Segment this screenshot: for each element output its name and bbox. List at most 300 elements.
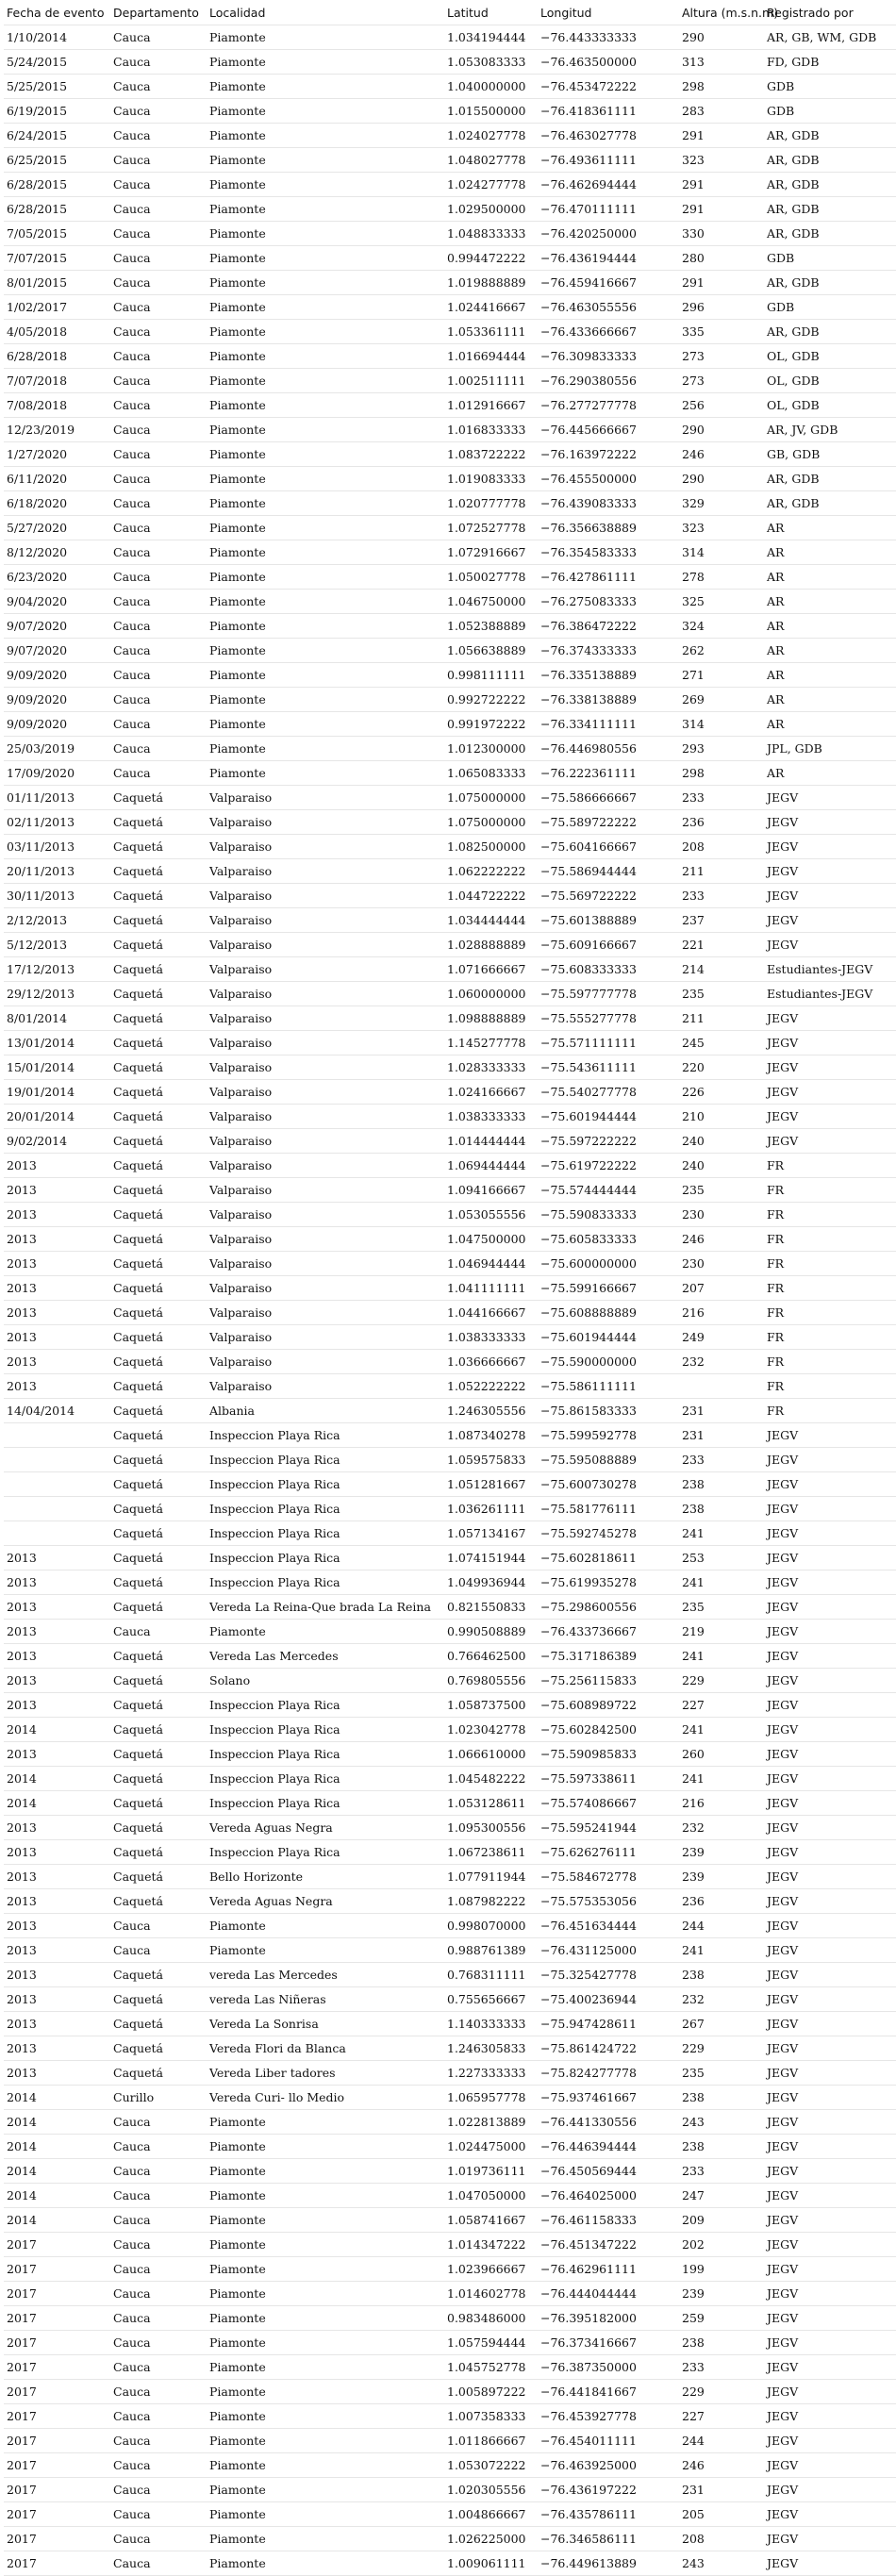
event-date-cell: 02/11/2013 xyxy=(4,810,110,835)
header-longitude: Longitud xyxy=(538,0,679,25)
altitude-cell: 291 xyxy=(679,271,764,295)
locality-cell: Vereda Liber tadores xyxy=(207,2061,444,2086)
altitude-cell: 239 xyxy=(679,2282,764,2306)
latitude-cell: 1.098888889 xyxy=(444,1006,538,1031)
altitude-cell: 202 xyxy=(679,2233,764,2257)
latitude-cell: 0.992722222 xyxy=(444,688,538,712)
locality-cell: Valparaiso xyxy=(207,1350,444,1374)
longitude-cell: −76.334111111 xyxy=(538,712,679,737)
latitude-cell: 1.067238611 xyxy=(444,1840,538,1865)
locality-cell: Piamonte xyxy=(207,1620,444,1644)
department-cell: Caquetá xyxy=(110,1742,207,1767)
table-row xyxy=(4,1521,896,1546)
latitude-cell: 1.058741667 xyxy=(444,2208,538,2233)
department-cell: Cauca xyxy=(110,2478,207,2502)
locality-cell: Piamonte xyxy=(207,246,444,271)
altitude-cell: 230 xyxy=(679,1252,764,1276)
altitude-cell: 241 xyxy=(679,1718,764,1742)
longitude-cell: −76.387350000 xyxy=(538,2355,679,2380)
department-cell: Caquetá xyxy=(110,1595,207,1620)
latitude-cell: 1.049936944 xyxy=(444,1571,538,1595)
table-row xyxy=(4,295,896,320)
locality-cell: Valparaiso xyxy=(207,859,444,884)
event-date-cell: 2017 xyxy=(4,2502,110,2527)
event-date-cell: 2014 xyxy=(4,1718,110,1742)
latitude-cell: 1.026225000 xyxy=(444,2527,538,2551)
locality-cell: Vereda Aguas Negra xyxy=(207,1889,444,1914)
latitude-cell: 1.020305556 xyxy=(444,2478,538,2502)
table-row xyxy=(4,1203,896,1227)
event-date-cell: 2013 xyxy=(4,1644,110,1669)
latitude-cell: 1.052222222 xyxy=(444,1374,538,1399)
locality-cell: Valparaiso xyxy=(207,1129,444,1154)
table-row xyxy=(4,688,896,712)
locality-cell: Piamonte xyxy=(207,148,444,173)
longitude-cell: −76.462694444 xyxy=(538,173,679,197)
table-row xyxy=(4,1399,896,1423)
latitude-cell: 1.044166667 xyxy=(444,1301,538,1325)
event-date-cell: 2013 xyxy=(4,2061,110,2086)
longitude-cell: −76.431125000 xyxy=(538,1938,679,1963)
longitude-cell: −75.601944444 xyxy=(538,1105,679,1129)
longitude-cell: −76.451634444 xyxy=(538,1914,679,1938)
event-date-cell: 2013 xyxy=(4,1669,110,1693)
latitude-cell: 1.056638889 xyxy=(444,639,538,663)
locality-cell: Inspeccion Playa Rica xyxy=(207,1497,444,1521)
table-row xyxy=(4,1301,896,1325)
table-row xyxy=(4,1595,896,1620)
locality-cell: Piamonte xyxy=(207,2306,444,2331)
altitude-cell: 238 xyxy=(679,1472,764,1497)
latitude-cell: 1.019083333 xyxy=(444,467,538,491)
locality-cell: Valparaiso xyxy=(207,1203,444,1227)
event-date-cell: 2014 xyxy=(4,2208,110,2233)
longitude-cell: −76.418361111 xyxy=(538,99,679,124)
latitude-cell: 1.094166667 xyxy=(444,1178,538,1203)
locality-cell: vereda Las Niñeras xyxy=(207,1987,444,2012)
altitude-cell: 238 xyxy=(679,2331,764,2355)
longitude-cell: −75.947428611 xyxy=(538,2012,679,2036)
department-cell: Cauca xyxy=(110,2135,207,2159)
altitude-cell: 329 xyxy=(679,491,764,516)
latitude-cell: 1.046944444 xyxy=(444,1252,538,1276)
altitude-cell: 290 xyxy=(679,418,764,442)
altitude-cell: 216 xyxy=(679,1301,764,1325)
locality-cell: Piamonte xyxy=(207,418,444,442)
department-cell: Cauca xyxy=(110,344,207,369)
table-row xyxy=(4,737,896,761)
recorded-by-cell: JEGV xyxy=(764,1938,896,1963)
table-row xyxy=(4,2110,896,2135)
longitude-cell: −76.439083333 xyxy=(538,491,679,516)
locality-cell: Piamonte xyxy=(207,2282,444,2306)
event-date-cell: 20/11/2013 xyxy=(4,859,110,884)
altitude-cell: 232 xyxy=(679,1816,764,1840)
recorded-by-cell: JEGV xyxy=(764,2061,896,2086)
table-row xyxy=(4,1840,896,1865)
table-row xyxy=(4,2257,896,2282)
department-cell: Caquetá xyxy=(110,1350,207,1374)
longitude-cell: −75.586944444 xyxy=(538,859,679,884)
altitude-cell: 238 xyxy=(679,1963,764,1987)
longitude-cell: −76.433736667 xyxy=(538,1620,679,1644)
department-cell: Cauca xyxy=(110,50,207,75)
recorded-by-cell: JEGV xyxy=(764,1129,896,1154)
department-cell: Caquetá xyxy=(110,1252,207,1276)
table-row xyxy=(4,933,896,957)
recorded-by-cell: JEGV xyxy=(764,2429,896,2453)
recorded-by-cell: JEGV xyxy=(764,908,896,933)
table-row xyxy=(4,222,896,246)
event-date-cell: 2013 xyxy=(4,1227,110,1252)
event-date-cell: 2013 xyxy=(4,2036,110,2061)
department-cell: Cauca xyxy=(110,124,207,148)
longitude-cell: −75.543611111 xyxy=(538,1055,679,1080)
department-cell: Cauca xyxy=(110,2453,207,2478)
event-date-cell: 8/12/2020 xyxy=(4,540,110,565)
recorded-by-cell: AR xyxy=(764,565,896,590)
altitude-cell: 273 xyxy=(679,344,764,369)
locality-cell: Piamonte xyxy=(207,2502,444,2527)
latitude-cell: 1.065083333 xyxy=(444,761,538,786)
altitude-cell: 229 xyxy=(679,2036,764,2061)
altitude-cell: 256 xyxy=(679,393,764,418)
table-row xyxy=(4,1325,896,1350)
department-cell: Caquetá xyxy=(110,1472,207,1497)
altitude-cell: 199 xyxy=(679,2257,764,2282)
recorded-by-cell: JEGV xyxy=(764,2208,896,2233)
event-date-cell: 9/04/2020 xyxy=(4,590,110,614)
department-cell: Caquetá xyxy=(110,1105,207,1129)
longitude-cell: −75.597777778 xyxy=(538,982,679,1006)
department-cell: Cauca xyxy=(110,246,207,271)
latitude-cell: 1.083722222 xyxy=(444,442,538,467)
latitude-cell: 1.007358333 xyxy=(444,2404,538,2429)
latitude-cell: 1.059575833 xyxy=(444,1448,538,1472)
recorded-by-cell: AR xyxy=(764,540,896,565)
header-department: Departamento xyxy=(110,0,207,25)
table-row xyxy=(4,491,896,516)
department-cell: Cauca xyxy=(110,2380,207,2404)
altitude-cell: 260 xyxy=(679,1742,764,1767)
department-cell: Caquetá xyxy=(110,1767,207,1791)
recorded-by-cell: AR xyxy=(764,761,896,786)
longitude-cell: −76.451347222 xyxy=(538,2233,679,2257)
recorded-by-cell: JEGV xyxy=(764,2282,896,2306)
header-latitude: Latitud xyxy=(444,0,538,25)
longitude-cell: −76.356638889 xyxy=(538,516,679,540)
table-row xyxy=(4,1129,896,1154)
table-row xyxy=(4,2159,896,2184)
recorded-by-cell: JEGV xyxy=(764,1718,896,1742)
latitude-cell: 1.087982222 xyxy=(444,1889,538,1914)
table-row xyxy=(4,1031,896,1055)
latitude-cell: 1.014602778 xyxy=(444,2282,538,2306)
department-cell: Caquetá xyxy=(110,1276,207,1301)
altitude-cell: 283 xyxy=(679,99,764,124)
longitude-cell: −76.463500000 xyxy=(538,50,679,75)
event-date-cell: 25/03/2019 xyxy=(4,737,110,761)
recorded-by-cell: FR xyxy=(764,1399,896,1423)
latitude-cell: 0.769805556 xyxy=(444,1669,538,1693)
altitude-cell: 314 xyxy=(679,712,764,737)
department-cell: Cauca xyxy=(110,2110,207,2135)
event-date-cell: 2017 xyxy=(4,2429,110,2453)
recorded-by-cell: JEGV xyxy=(764,1105,896,1129)
latitude-cell: 1.227333333 xyxy=(444,2061,538,2086)
department-cell: Cauca xyxy=(110,565,207,590)
locality-cell: Piamonte xyxy=(207,1938,444,1963)
recorded-by-cell: FR xyxy=(764,1154,896,1178)
event-date-cell: 17/12/2013 xyxy=(4,957,110,982)
latitude-cell: 1.029500000 xyxy=(444,197,538,222)
latitude-cell: 1.057134167 xyxy=(444,1521,538,1546)
department-cell: Caquetá xyxy=(110,1840,207,1865)
longitude-cell: −75.619722222 xyxy=(538,1154,679,1178)
table-row xyxy=(4,1669,896,1693)
locality-cell: Valparaiso xyxy=(207,1006,444,1031)
altitude-cell: 291 xyxy=(679,124,764,148)
altitude-cell: 239 xyxy=(679,1840,764,1865)
recorded-by-cell: JEGV xyxy=(764,1840,896,1865)
longitude-cell: −75.600730278 xyxy=(538,1472,679,1497)
longitude-cell: −75.595241944 xyxy=(538,1816,679,1840)
locality-cell: Inspeccion Playa Rica xyxy=(207,1521,444,1546)
recorded-by-cell: JEGV xyxy=(764,2478,896,2502)
department-cell: Cauca xyxy=(110,491,207,516)
recorded-by-cell: JEGV xyxy=(764,1889,896,1914)
latitude-cell: 0.766462500 xyxy=(444,1644,538,1669)
department-cell: Caquetá xyxy=(110,1006,207,1031)
latitude-cell: 1.246305833 xyxy=(444,2036,538,2061)
department-cell: Caquetá xyxy=(110,957,207,982)
event-date-cell: 5/24/2015 xyxy=(4,50,110,75)
latitude-cell: 1.066610000 xyxy=(444,1742,538,1767)
table-row xyxy=(4,1276,896,1301)
longitude-cell: −76.435786111 xyxy=(538,2502,679,2527)
event-date-cell: 2017 xyxy=(4,2233,110,2257)
event-date-cell: 2017 xyxy=(4,2282,110,2306)
department-cell: Caquetá xyxy=(110,933,207,957)
department-cell: Cauca xyxy=(110,148,207,173)
department-cell: Cauca xyxy=(110,737,207,761)
altitude-cell xyxy=(679,1374,764,1399)
latitude-cell: 1.028333333 xyxy=(444,1055,538,1080)
event-date-cell: 14/04/2014 xyxy=(4,1399,110,1423)
latitude-cell: 1.009061111 xyxy=(444,2551,538,2576)
locality-cell: Vereda Aguas Negra xyxy=(207,1816,444,1840)
locality-cell: Piamonte xyxy=(207,2453,444,2478)
longitude-cell: −76.386472222 xyxy=(538,614,679,639)
locality-cell: Valparaiso xyxy=(207,1105,444,1129)
longitude-cell: −76.275083333 xyxy=(538,590,679,614)
altitude-cell: 240 xyxy=(679,1129,764,1154)
locality-cell: Piamonte xyxy=(207,197,444,222)
latitude-cell: 1.045482222 xyxy=(444,1767,538,1791)
locality-cell: Piamonte xyxy=(207,369,444,393)
altitude-cell: 208 xyxy=(679,2527,764,2551)
longitude-cell: −75.605833333 xyxy=(538,1227,679,1252)
altitude-cell: 298 xyxy=(679,75,764,99)
table-row xyxy=(4,2282,896,2306)
event-date-cell: 12/23/2019 xyxy=(4,418,110,442)
recorded-by-cell: JEGV xyxy=(764,810,896,835)
recorded-by-cell: JEGV xyxy=(764,786,896,810)
table-row xyxy=(4,835,896,859)
locality-cell: Piamonte xyxy=(207,2110,444,2135)
altitude-cell: 211 xyxy=(679,1006,764,1031)
event-date-cell: 2014 xyxy=(4,2110,110,2135)
department-cell: Cauca xyxy=(110,540,207,565)
event-date-cell: 2013 xyxy=(4,1987,110,2012)
locality-cell: Valparaiso xyxy=(207,835,444,859)
latitude-cell: 1.062222222 xyxy=(444,859,538,884)
latitude-cell: 1.038333333 xyxy=(444,1105,538,1129)
event-date-cell xyxy=(4,1497,110,1521)
header-event-date: Fecha de evento xyxy=(4,0,110,25)
department-cell: Cauca xyxy=(110,1914,207,1938)
latitude-cell: 1.051281667 xyxy=(444,1472,538,1497)
altitude-cell: 244 xyxy=(679,2429,764,2453)
event-date-cell: 2/12/2013 xyxy=(4,908,110,933)
recorded-by-cell: AR xyxy=(764,688,896,712)
latitude-cell: 1.016694444 xyxy=(444,344,538,369)
recorded-by-cell: JEGV xyxy=(764,2453,896,2478)
locality-cell: Valparaiso xyxy=(207,1325,444,1350)
table-row xyxy=(4,982,896,1006)
table-row xyxy=(4,1963,896,1987)
table-row xyxy=(4,2208,896,2233)
altitude-cell: 291 xyxy=(679,197,764,222)
altitude-cell: 227 xyxy=(679,1693,764,1718)
longitude-cell: −75.608888889 xyxy=(538,1301,679,1325)
altitude-cell: 244 xyxy=(679,1914,764,1938)
altitude-cell: 235 xyxy=(679,982,764,1006)
recorded-by-cell: AR, GB, WM, GDB xyxy=(764,25,896,50)
latitude-cell: 1.019736111 xyxy=(444,2159,538,2184)
table-row xyxy=(4,540,896,565)
table-row xyxy=(4,2551,896,2576)
longitude-cell: −76.346586111 xyxy=(538,2527,679,2551)
event-date-cell: 2013 xyxy=(4,1252,110,1276)
event-date-cell: 2014 xyxy=(4,2086,110,2110)
event-date-cell: 7/05/2015 xyxy=(4,222,110,246)
locality-cell: Bello Horizonte xyxy=(207,1865,444,1889)
longitude-cell: −76.436194444 xyxy=(538,246,679,271)
recorded-by-cell: JEGV xyxy=(764,1497,896,1521)
event-date-cell xyxy=(4,1521,110,1546)
latitude-cell: 1.048027778 xyxy=(444,148,538,173)
longitude-cell: −76.462961111 xyxy=(538,2257,679,2282)
latitude-cell: 1.041111111 xyxy=(444,1276,538,1301)
department-cell: Caquetá xyxy=(110,1399,207,1423)
locality-cell: Piamonte xyxy=(207,2527,444,2551)
locality-cell: Valparaiso xyxy=(207,908,444,933)
altitude-cell: 236 xyxy=(679,810,764,835)
latitude-cell: 1.052388889 xyxy=(444,614,538,639)
department-cell: Caquetá xyxy=(110,859,207,884)
department-cell: Cauca xyxy=(110,2184,207,2208)
locality-cell: Piamonte xyxy=(207,2380,444,2404)
department-cell: Cauca xyxy=(110,639,207,663)
locality-cell: Valparaiso xyxy=(207,1178,444,1203)
table-row xyxy=(4,25,896,50)
table-row xyxy=(4,1105,896,1129)
altitude-cell: 325 xyxy=(679,590,764,614)
locality-cell: Piamonte xyxy=(207,663,444,688)
recorded-by-cell: JEGV xyxy=(764,2404,896,2429)
altitude-cell: 210 xyxy=(679,1105,764,1129)
latitude-cell: 0.994472222 xyxy=(444,246,538,271)
table-row xyxy=(4,2306,896,2331)
locality-cell: Valparaiso xyxy=(207,957,444,982)
table-row xyxy=(4,1791,896,1816)
altitude-cell: 273 xyxy=(679,369,764,393)
locality-cell: Piamonte xyxy=(207,688,444,712)
event-date-cell: 2013 xyxy=(4,1571,110,1595)
altitude-cell: 237 xyxy=(679,908,764,933)
event-date-cell: 2017 xyxy=(4,2478,110,2502)
latitude-cell: 1.005897222 xyxy=(444,2380,538,2404)
recorded-by-cell: JEGV xyxy=(764,2306,896,2331)
longitude-cell: −76.338138889 xyxy=(538,688,679,712)
table-row xyxy=(4,467,896,491)
altitude-cell: 241 xyxy=(679,1571,764,1595)
event-date-cell: 2017 xyxy=(4,2257,110,2282)
locality-cell: Inspeccion Playa Rica xyxy=(207,1571,444,1595)
department-cell: Cauca xyxy=(110,712,207,737)
latitude-cell: 0.755656667 xyxy=(444,1987,538,2012)
recorded-by-cell: AR, GDB xyxy=(764,271,896,295)
altitude-cell: 226 xyxy=(679,1080,764,1105)
longitude-cell: −76.309833333 xyxy=(538,344,679,369)
locality-cell: Piamonte xyxy=(207,2208,444,2233)
latitude-cell: 1.069444444 xyxy=(444,1154,538,1178)
altitude-cell: 221 xyxy=(679,933,764,957)
department-cell: Cauca xyxy=(110,2208,207,2233)
locality-cell: Piamonte xyxy=(207,516,444,540)
longitude-cell: −75.586111111 xyxy=(538,1374,679,1399)
department-cell: Cauca xyxy=(110,442,207,467)
locality-cell: Piamonte xyxy=(207,99,444,124)
longitude-cell: −75.592745278 xyxy=(538,1521,679,1546)
event-date-cell: 2013 xyxy=(4,1914,110,1938)
latitude-cell: 1.012300000 xyxy=(444,737,538,761)
event-date-cell: 29/12/2013 xyxy=(4,982,110,1006)
recorded-by-cell: JEGV xyxy=(764,2527,896,2551)
altitude-cell: 235 xyxy=(679,2061,764,2086)
department-cell: Cauca xyxy=(110,2527,207,2551)
department-cell: Caquetá xyxy=(110,1718,207,1742)
table-row xyxy=(4,148,896,173)
altitude-cell: 246 xyxy=(679,1227,764,1252)
department-cell: Caquetá xyxy=(110,2061,207,2086)
recorded-by-cell: AR, GDB xyxy=(764,222,896,246)
altitude-cell: 233 xyxy=(679,2355,764,2380)
locality-cell: Valparaiso xyxy=(207,884,444,908)
altitude-cell: 232 xyxy=(679,1987,764,2012)
longitude-cell: −75.602842500 xyxy=(538,1718,679,1742)
latitude-cell: 1.050027778 xyxy=(444,565,538,590)
altitude-cell: 214 xyxy=(679,957,764,982)
locality-cell: Piamonte xyxy=(207,173,444,197)
latitude-cell: 0.998111111 xyxy=(444,663,538,688)
altitude-cell: 232 xyxy=(679,1350,764,1374)
longitude-cell: −75.590833333 xyxy=(538,1203,679,1227)
event-date-cell: 1/02/2017 xyxy=(4,295,110,320)
event-date-cell: 20/01/2014 xyxy=(4,1105,110,1129)
locality-cell: Vereda Las Mercedes xyxy=(207,1644,444,1669)
